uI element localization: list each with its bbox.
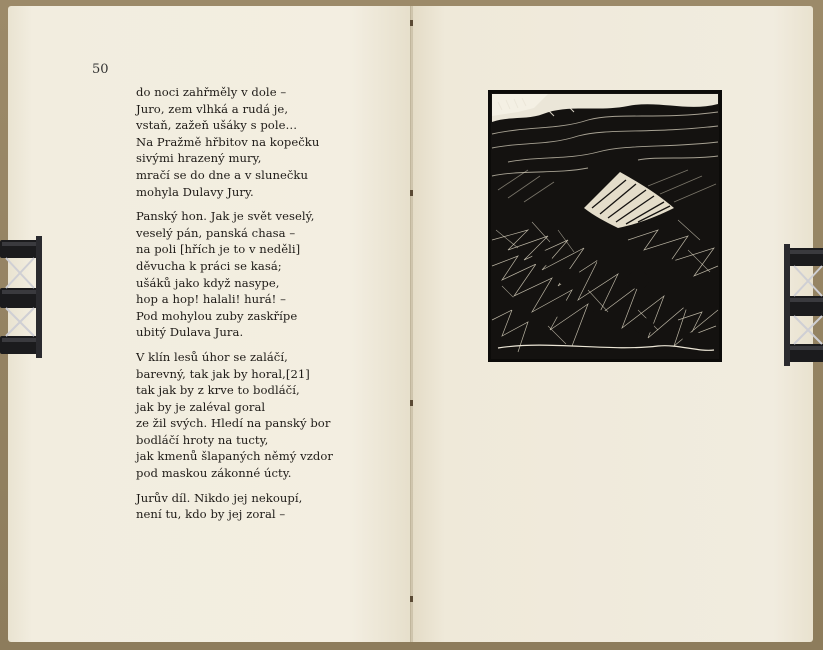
poem-line: není tu, kdo by jej zoral –: [136, 507, 286, 522]
binder-clip-right: [784, 244, 823, 366]
stanza-3: [136, 349, 333, 482]
poem-line: Na Pražmě hřbitov na kopečku: [136, 134, 320, 149]
poem-line: jak kmenů šlapaných němý vzdor: [136, 449, 333, 464]
binder-clip-left: [0, 236, 44, 358]
page-number: 50: [92, 62, 109, 77]
poem-line: V klín lesů úhor se zaláčí,: [136, 349, 288, 364]
poem-line: do noci zahřměly v dole –: [136, 85, 287, 99]
stanza-2: [136, 208, 333, 341]
poem-line: ušáků jako když nasype,: [136, 275, 280, 290]
poem-line: veselý pán, panská chasa –: [136, 225, 296, 240]
poem-line: mohyla Dulavy Jury.: [136, 184, 254, 199]
stanza-1: [136, 84, 333, 200]
poem-line: jak by je zaléval goral: [136, 399, 266, 414]
poem-line: tak jak by z krve to bodláčí,: [136, 383, 300, 398]
stanza-4: [136, 490, 333, 523]
poem-line: Jurův díl. Nikdo jej nekoupí,: [136, 490, 303, 505]
poem-text: [136, 84, 333, 531]
poem-line: Pod mohylou zuby zaskřípe: [136, 308, 298, 323]
poem-line: barevný, tak jak by horal,[21]: [136, 366, 310, 381]
poem-line: mračí se do dne a v slunečku: [136, 167, 309, 182]
poem-line: Panský hon. Jak je svět veselý,: [136, 209, 315, 224]
poem-line: bodláčí hroty na tucty,: [136, 432, 269, 447]
poem-line: pod maskou zákonné úcty.: [136, 466, 292, 481]
poem-line: děvucha k práci se kasá;: [136, 258, 282, 273]
woodcut-illustration: [488, 90, 722, 362]
left-page: [8, 6, 412, 642]
poem-line: sivými hrazený mury,: [136, 151, 262, 166]
poem-line: hop a hop! halali! hurá! –: [136, 292, 286, 307]
poem-line: vstaň, zažeň ušáky s pole…: [136, 118, 298, 133]
poem-line: ubitý Dulava Jura.: [136, 325, 244, 340]
poem-line: Juro, zem vlhká a rudá je,: [136, 101, 289, 116]
poem-line: ze žil svých. Hledí na panský bor: [136, 416, 331, 431]
right-page: [413, 6, 813, 642]
poem-line: na poli [hřích je to v neděli]: [136, 242, 301, 257]
